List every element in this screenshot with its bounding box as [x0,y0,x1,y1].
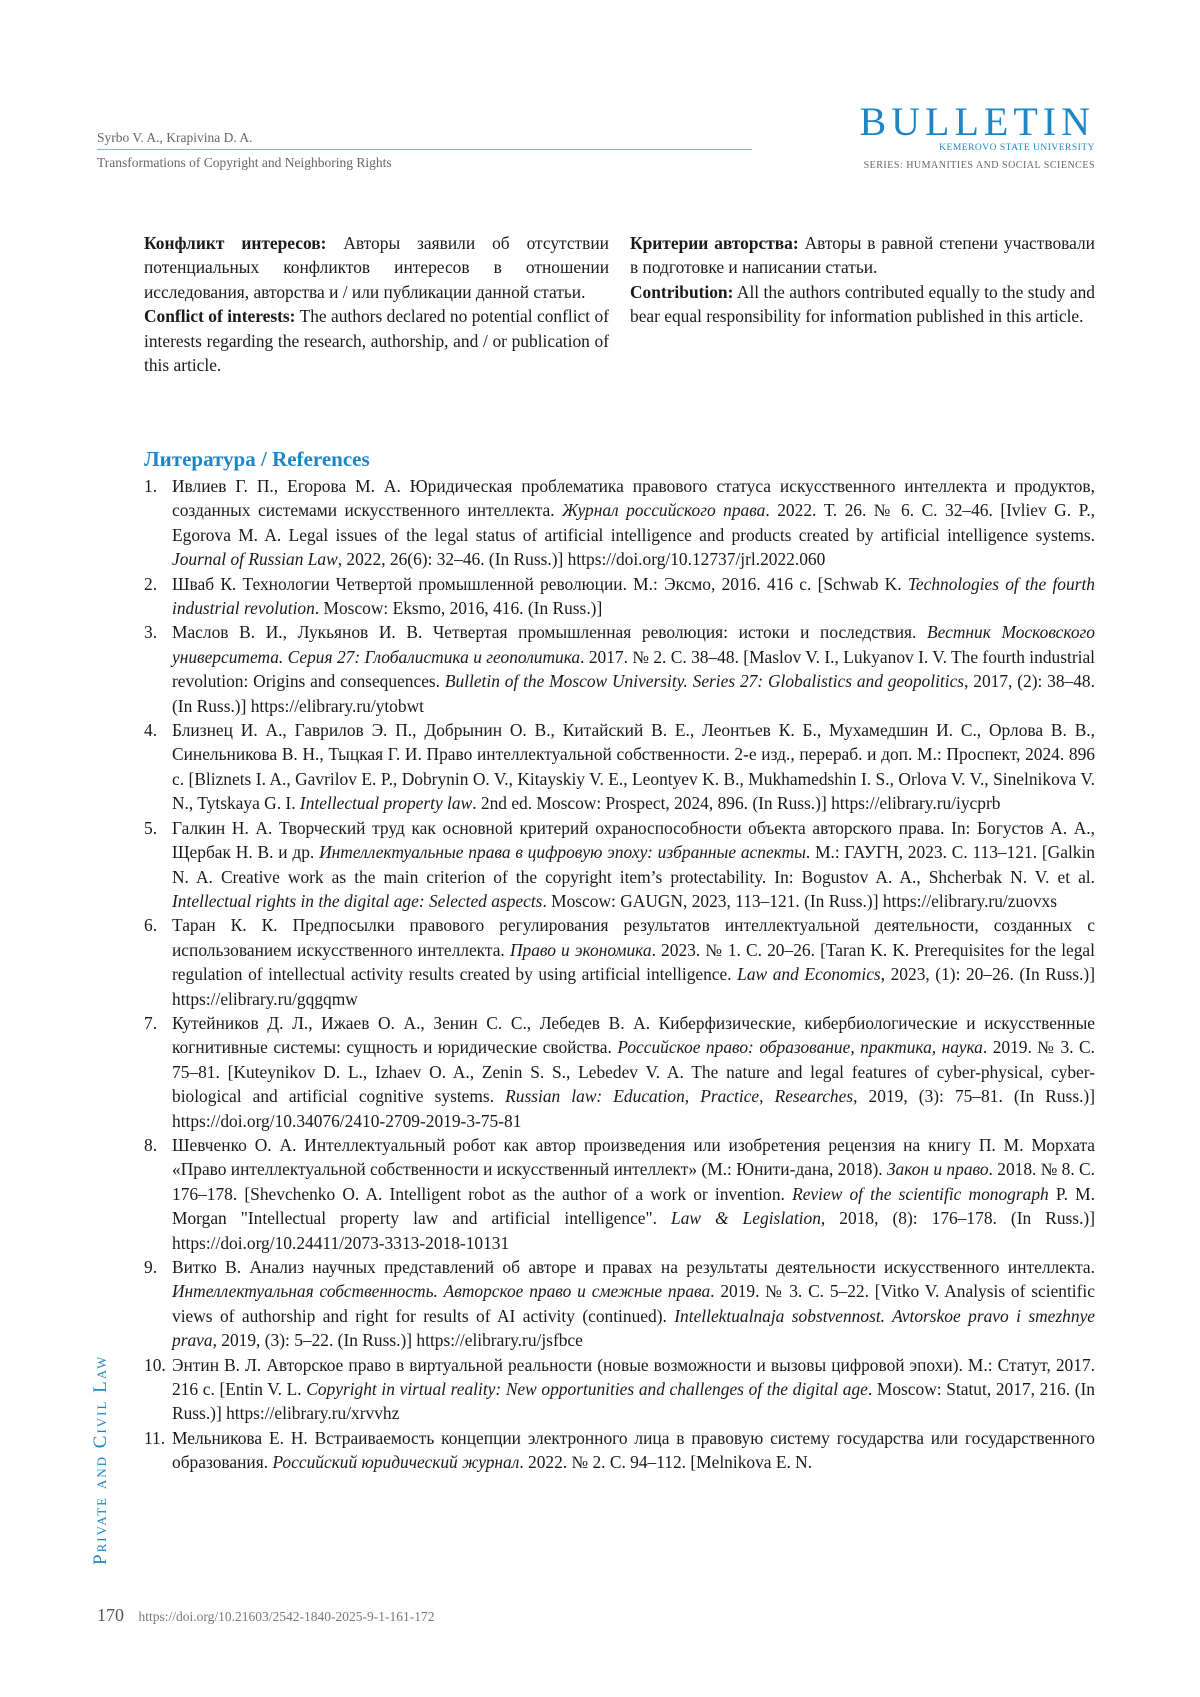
reference-item [144,620,1095,718]
reference-text: . Moscow: Eksmo, 2016, 416. (In Russ.)] [315,598,602,618]
reference-source-title: Review of the scientific monograph [792,1184,1049,1204]
reference-text: P. M. Morgan "Intellectual property law and artificial intelligence". [172,1184,1095,1228]
footer-doi: https://doi.org/10.21603/2542-1840-2025-9-1-161-172 [139,1609,435,1624]
section-side-label: Private and Civil Law [90,1355,112,1565]
reference-text: Галкин Н. А. Творческий труд как основной критерий охраноспособности объекта авторского права. In: Богустов А. А., Щербак Н. В. и др. [172,818,1095,862]
references-heading: Литература / References [144,447,370,472]
reference-text: . 2017. № 2. С. 38–48. [Maslov V. I., Lukyanov I. V. The fourth industrial revolution: Origins and consequences. [172,647,1095,691]
reference-text: Таран К. К. Предпосылки правового регулирования результатов интеллектуальной деятельности, созданных с использованием искусственного интеллекта. [172,915,1095,959]
contribution-en-text: All the authors contributed equally to the study and bear equal responsibility for information published in this article. [630,282,1095,326]
conflict-ru-label: Конфликт интересов: [144,233,326,253]
reference-source-title: Bulletin of the Moscow University. Series 27: Globalistics and geopolitics [445,671,964,691]
reference-item [144,718,1095,816]
journal-logo [859,102,1095,171]
reference-number: 5. [144,816,157,840]
declarations-right-column [630,231,1095,329]
reference-text: . М.: ГАУГН, 2023. С. 113–121. [Galkin N. A. Creative work as the main criterion of the copyright item’s protectability. In: Bogustov A. A., Shcherbak N. V. et al. [172,842,1095,886]
reference-source-title: Вестник Московского университета. Серия 27: Глобалистика и геополитика [172,622,1095,666]
reference-text: , 2022, 26(6): 32–46. (In Russ.)] https://doi.org/10.12737/jrl.2022.060 [338,549,826,569]
reference-text: Близнец И. А., Гаврилов Э. П., Добрынин О. В., Китайский В. Е., Леонтьев К. Б., Мухамедшин И. С., Орлова В. В., Синельникова В. Н., Тыцкая Г. И. Право интеллектуальной собственности. 2-е изд., перераб. и доп. М.: Проспект, 2024. 896 с. [Bliznets I. A., Gavrilov E. P., Dobrynin O. V., Kitayskiy V. E., Leontyev K. B., Mukhamedshin I. S., Orlova V. V., Sinelnikova V. N., Tytskaya G. I. [172,720,1095,813]
reference-text: Шваб К. Технологии Четвертой промышленной революции. М.: Эксмо, 2016. 416 с. [Schwab K. [172,574,908,594]
reference-text: . 2022. № 2. С. 94–112. [Melnikova E. N. [519,1452,812,1472]
contribution-en [630,280,1095,329]
logo-series: SERIES: HUMANITIES AND SOCIAL SCIENCES [859,160,1095,171]
reference-number: 3. [144,620,157,644]
reference-number: 8. [144,1133,157,1157]
reference-source-title: Intellectual property law [300,793,472,813]
reference-text: . Moscow: GAUGN, 2023, 113–121. (In Russ.)] https://elibrary.ru/zuovxs [542,891,1057,911]
reference-source-title: Intellectual rights in the digital age: Selected aspects [172,891,542,911]
reference-source-title: Journal of Russian Law [172,549,338,569]
reference-text: Энтин В. Л. Авторское право в виртуальной реальности (новые возможности и вызовы цифровой эпохи). М.: Статут, 2017. 216 с. [Entin V. L. [172,1355,1095,1399]
reference-number: 9. [144,1255,157,1279]
reference-text: . 2022. Т. 26. № 6. С. 32–46. [Ivliev G. P., Egorova M. A. Legal issues of the legal status of artificial intelligence and products created by artificial intelligence systems. [172,500,1095,544]
reference-text: Витко В. Анализ научных представлений об авторе и правах на результаты деятельности искусственного интеллекта. [172,1257,1095,1277]
reference-text: . 2nd ed. Moscow: Prospect, 2024, 896. (In Russ.)] https://elibrary.ru/iycprb [472,793,1000,813]
contribution-ru-text: Авторы в равной степени участвовали в подготовке и написании статьи. [630,233,1095,277]
reference-text: . 2019. № 3. С. 75–81. [Kuteynikov D. L., Izhaev O. A., Zenin S. S., Lebedev V. A. The nature and legal features of cyber-physical, cyber-biological and artificial cognitive systems. [172,1037,1095,1106]
header-divider [97,149,752,150]
logo-title: BULLETIN [859,102,1095,142]
reference-item [144,1011,1095,1133]
reference-item [144,1133,1095,1255]
reference-source-title: Российский юридический журнал [272,1452,519,1472]
reference-text: , 2019, (3): 75–81. (In Russ.)] https://doi.org/10.34076/2410-2709-2019-3-75-81 [172,1086,1095,1130]
reference-item [144,1353,1095,1426]
reference-source-title: Russian law: Education, Practice, Researches [505,1086,853,1106]
reference-text: Кутейников Д. Л., Ижаев О. А., Зенин С. С., Лебедев В. А. Киберфизические, кибербиологические и искусственные когнитивные системы: сущность и юридические свойства. [172,1013,1095,1057]
reference-source-title: Закон и право [887,1159,989,1179]
reference-source-title: Российское право: образование, практика, наука [617,1037,983,1057]
reference-text: . 2023. № 1. С. 20–26. [Taran K. K. Prerequisites for the legal regulation of intellectual activity results created by using artificial intelligence. [172,940,1095,984]
contribution-ru-label: Критерии авторства: [630,233,799,253]
reference-item [144,474,1095,572]
page-footer [97,1605,435,1626]
conflict-ru [144,231,609,304]
reference-item [144,572,1095,621]
running-header-title: Transformations of Copyright and Neighboring Rights [97,155,392,171]
reference-source-title: Журнал российского права [562,500,765,520]
reference-source-title: Law & Legislation [671,1208,821,1228]
reference-number: 10. [144,1353,166,1377]
contribution-ru [630,231,1095,280]
page-number: 170 [97,1605,124,1625]
reference-source-title: Law and Economics [737,964,881,984]
conflict-ru-text: Авторы заявили об отсутствии потенциальных конфликтов интересов в отношении исследования, авторства и / или публикации данной статьи. [144,233,609,302]
reference-number: 1. [144,474,157,498]
logo-university: KEMEROVO STATE UNIVERSITY [859,142,1095,154]
references-list [144,474,1095,1475]
contribution-en-label: Contribution: [630,282,733,302]
conflict-en-label: Conflict of interests: [144,306,295,326]
reference-text: , 2023, (1): 20–26. (In Russ.)] https://elibrary.ru/gqgqmw [172,964,1095,1008]
reference-item [144,1426,1095,1475]
declarations-left-column [144,231,609,377]
reference-number: 7. [144,1011,157,1035]
reference-source-title: Intellektualnaja sobstvennost. Avtorskoe pravo i smezhnye prava [172,1306,1095,1350]
running-header-authors: Syrbo V. A., Krapivina D. A. [97,130,253,146]
reference-text: , 2018, (8): 176–178. (In Russ.)] https://doi.org/10.24411/2073-3313-2018-10131 [172,1208,1095,1252]
reference-text: Ивлиев Г. П., Егорова М. А. Юридическая проблематика правового статуса искусственного интеллекта и продуктов, созданных системами искусственного интеллекта. [172,476,1095,520]
reference-source-title: Copyright in virtual reality: New opportunities and challenges of the digital age [306,1379,868,1399]
reference-item [144,1255,1095,1353]
reference-number: 6. [144,913,157,937]
reference-number: 4. [144,718,157,742]
reference-text: . 2019. № 3. С. 5–22. [Vitko V. Analysis of scientific views of authorship and right for results of AI activity (continued). [172,1281,1095,1325]
reference-text: . Moscow: Statut, 2017, 216. (In Russ.)] https://elibrary.ru/xrvvhz [172,1379,1095,1423]
reference-source-title: Technologies of the fourth industrial revolution [172,574,1095,618]
reference-text: Мельникова Е. Н. Встраиваемость концепции электронного лица в правовую систему государства или государственного образования. [172,1428,1095,1472]
reference-text: , 2019, (3): 5–22. (In Russ.)] https://elibrary.ru/jsfbce [213,1330,583,1350]
reference-number: 11. [144,1426,165,1450]
reference-source-title: Интеллектуальные права в цифровую эпоху: избранные аспекты [319,842,806,862]
conflict-en [144,304,609,377]
reference-text: . 2018. № 8. С. 176–178. [Shevchenko O. A. Intelligent robot as the author of a work or invention. [172,1159,1095,1203]
conflict-en-text: The authors declared no potential conflict of interests regarding the research, authorship, and / or publication of this article. [144,306,609,375]
reference-item [144,816,1095,914]
reference-text: Шевченко О. А. Интеллектуальный робот как автор произведения или изобретения рецензия на книгу П. М. Морхата «Право интеллектуальной собственности и искусственный интеллект» (М.: Юнити-дана, 2018). [172,1135,1095,1179]
reference-item [144,913,1095,1011]
reference-number: 2. [144,572,157,596]
reference-text: , 2017, (2): 38–48. (In Russ.)] https://elibrary.ru/ytobwt [172,671,1095,715]
reference-source-title: Интеллектуальная собственность. Авторское право и смежные права [172,1281,710,1301]
reference-source-title: Право и экономика [510,940,652,960]
reference-text: Маслов В. И., Лукьянов И. В. Четвертая промышленная революция: истоки и последствия. [172,622,927,642]
